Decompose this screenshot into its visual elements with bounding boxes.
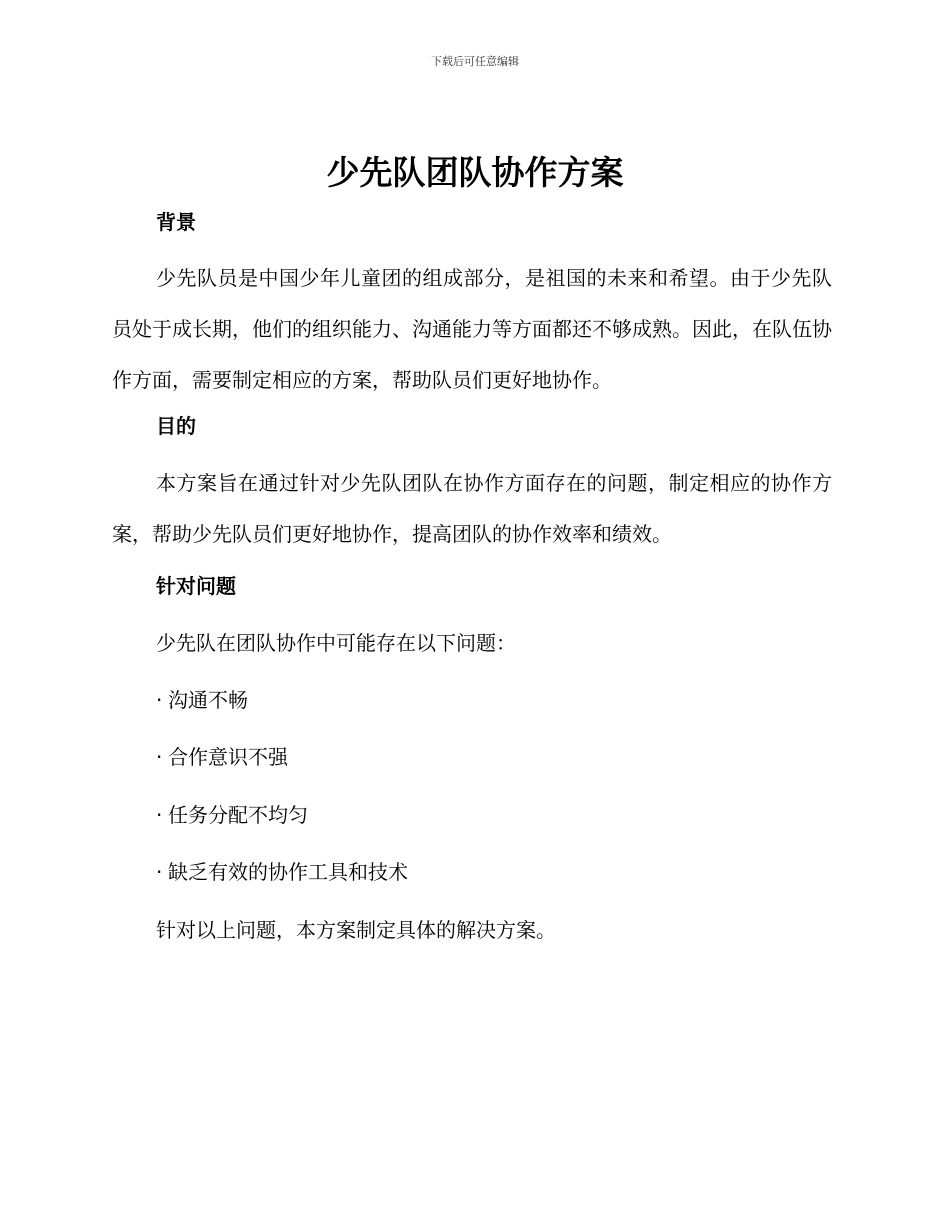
section-heading-purpose: 目的 (156, 414, 196, 438)
issues-conclusion: 针对以上问题，本方案制定具体的解决方案。 (156, 918, 556, 942)
list-item (156, 686, 248, 714)
paragraph-background: 少先队员是中国少年儿童团的组成部分，是祖国的未来和希望。由于少先队员处于成长期，他们的组织能力、沟通能力等方面都还不够成熟。因此，在队伍协作方面，需要制定相应的方案，帮助队员们更好地协作。 (112, 266, 832, 392)
list-item-text: 合作意识不强 (168, 745, 288, 769)
bullet-marker: · (156, 803, 163, 827)
section-heading-issues: 针对问题 (156, 574, 236, 598)
issues-intro: 少先队在团队协作中可能存在以下问题： (156, 631, 516, 655)
list-item-text: 任务分配不均匀 (168, 803, 308, 827)
page-header: 下载后可任意编辑 (431, 55, 519, 68)
bullet-marker: · (156, 688, 163, 712)
section-heading-background: 背景 (156, 210, 196, 234)
list-item (156, 801, 308, 829)
bullet-marker: · (156, 860, 163, 884)
list-item (156, 743, 288, 771)
bullet-marker: · (156, 745, 163, 769)
list-item (156, 858, 408, 886)
document-title: 少先队团队协作方案 (326, 153, 624, 192)
list-item-text: 沟通不畅 (168, 688, 248, 712)
list-item-text: 缺乏有效的协作工具和技术 (168, 860, 408, 884)
paragraph-purpose: 本方案旨在通过针对少先队团队在协作方面存在的问题，制定相应的协作方案，帮助少先队员们更好地协作，提高团队的协作效率和绩效。 (112, 471, 832, 546)
